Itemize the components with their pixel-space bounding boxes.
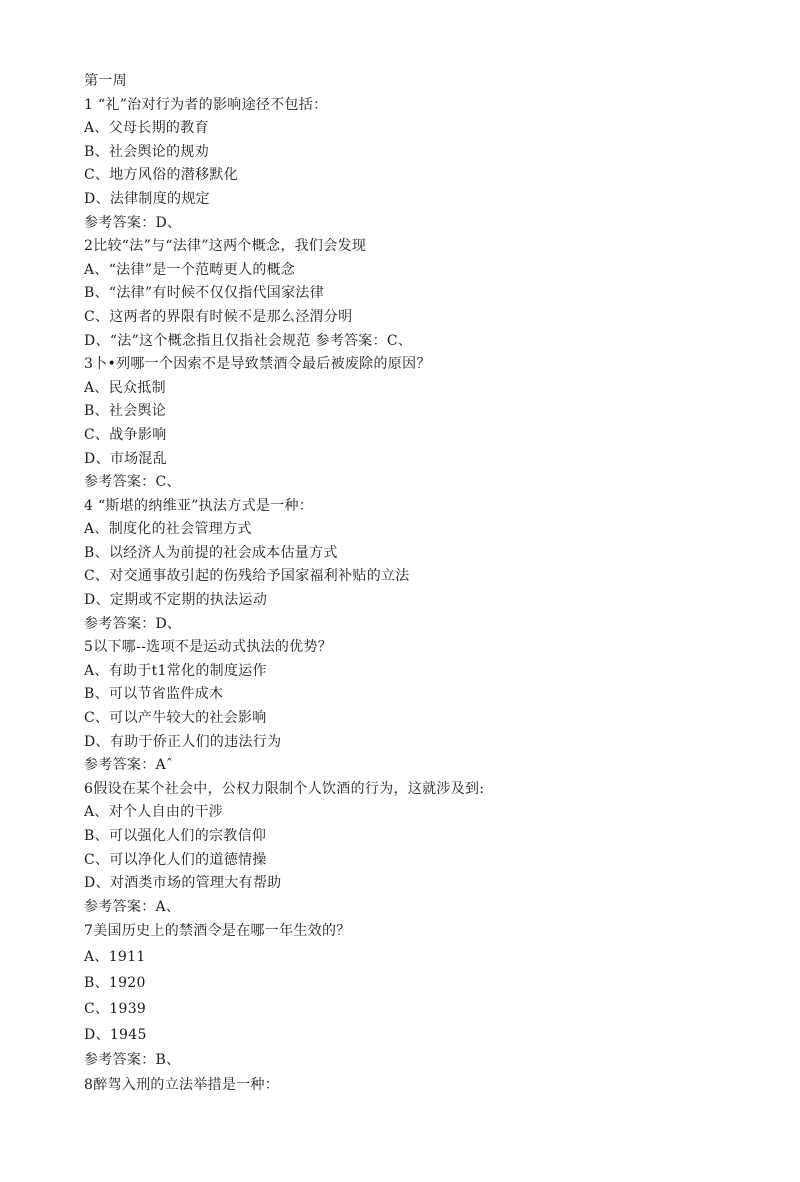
option-1d: D、法律制度的规定 xyxy=(84,190,210,207)
option-1c: C、地方风俗的潜移默化 xyxy=(84,167,239,184)
question-4: 4 “斯堪的纳维亚”执法方式是一种： xyxy=(84,497,314,514)
option-6d: D、对酒类市场的管理大有帮助 xyxy=(84,875,282,892)
question-7: 7美国历史上的禁酒令是在哪一年生效的？ xyxy=(84,923,351,940)
option-1a: A、父母长期的教育 xyxy=(84,120,209,137)
option-3a: A、民众抵制 xyxy=(84,379,166,396)
option-2c: C、这两者的界限有时候不是那么泾渭分明 xyxy=(84,308,353,325)
option-4b: B、以经济人为前提的社会成本估量方式 xyxy=(84,544,338,561)
option-4d: D、定期或不定期的执法运动 xyxy=(84,592,268,609)
answer-7: 参考答案：B、 xyxy=(84,1052,181,1069)
question-2: 2比较“法”与“法律”这两个概念，我们会发现 xyxy=(84,238,367,255)
option-3c: C、战争影响 xyxy=(84,426,167,443)
question-3: 3卜•列哪一个因索不是导致禁酒令最后被废除的原因？ xyxy=(84,356,431,373)
answer-3: 参考答案：C、 xyxy=(84,474,181,491)
option-7b: B、1920 xyxy=(84,974,146,991)
option-3b: B、社会舆论 xyxy=(84,403,167,420)
option-6c: C、可以净化人们的道德情操 xyxy=(84,851,267,868)
option-1b: B、社会舆论的规劝 xyxy=(84,143,209,160)
answer-4: 参考答案：D、 xyxy=(84,615,182,632)
option-5a: A、有助于t1常化的制度运作 xyxy=(84,662,267,679)
question-5: 5以下哪--选项不是运动式执法的优势？ xyxy=(84,639,333,656)
option-4a: A、制度化的社会管理方式 xyxy=(84,521,252,538)
option-6b: B、可以强化人们的宗教信仰 xyxy=(84,828,267,844)
option-2b: B、“法律”有时候不仅仅指代国家法律 xyxy=(84,285,325,302)
option-5d: D、有助于侨正人们的违法行为 xyxy=(84,733,282,750)
answer-5: 参考答案：Aˆ xyxy=(84,757,174,774)
question-8: 8醉驾入刑的立法举措是一种： xyxy=(84,1077,280,1094)
option-2a: A、“法律”是一个范畴更人的概念 xyxy=(84,261,296,278)
document-page xyxy=(84,70,774,1098)
question-1: 1 “礼”治对行为者的影响途径不包括： xyxy=(84,96,328,113)
option-3d: D、市场混乱 xyxy=(84,450,168,467)
option-5b: B、可以节省监件成木 xyxy=(84,686,224,703)
answer-6: 参考答案：A、 xyxy=(84,898,181,915)
option-7c: C、1939 xyxy=(84,1000,147,1017)
option-7a: A、1911 xyxy=(84,949,146,966)
question-6: 6假设在某个社会中，公权力限制个人饮酒的行为，这就涉及到: xyxy=(84,780,485,797)
option-4c: C、对交通事故引起的伤残给予国家福利补贴的立法 xyxy=(84,568,410,585)
option-5c: C、可以产牛较大的社会影响 xyxy=(84,710,267,727)
option-6a: A、对个人自由的干涉 xyxy=(84,804,224,821)
option-7d: D、1945 xyxy=(84,1026,147,1043)
week-title: 第一周 xyxy=(84,73,127,89)
option-2d-and-answer-2: D、“法”这个概念指且仅指社会规范 参考答案：C、 xyxy=(84,332,413,349)
answer-1: 参考答案：D、 xyxy=(84,214,182,231)
